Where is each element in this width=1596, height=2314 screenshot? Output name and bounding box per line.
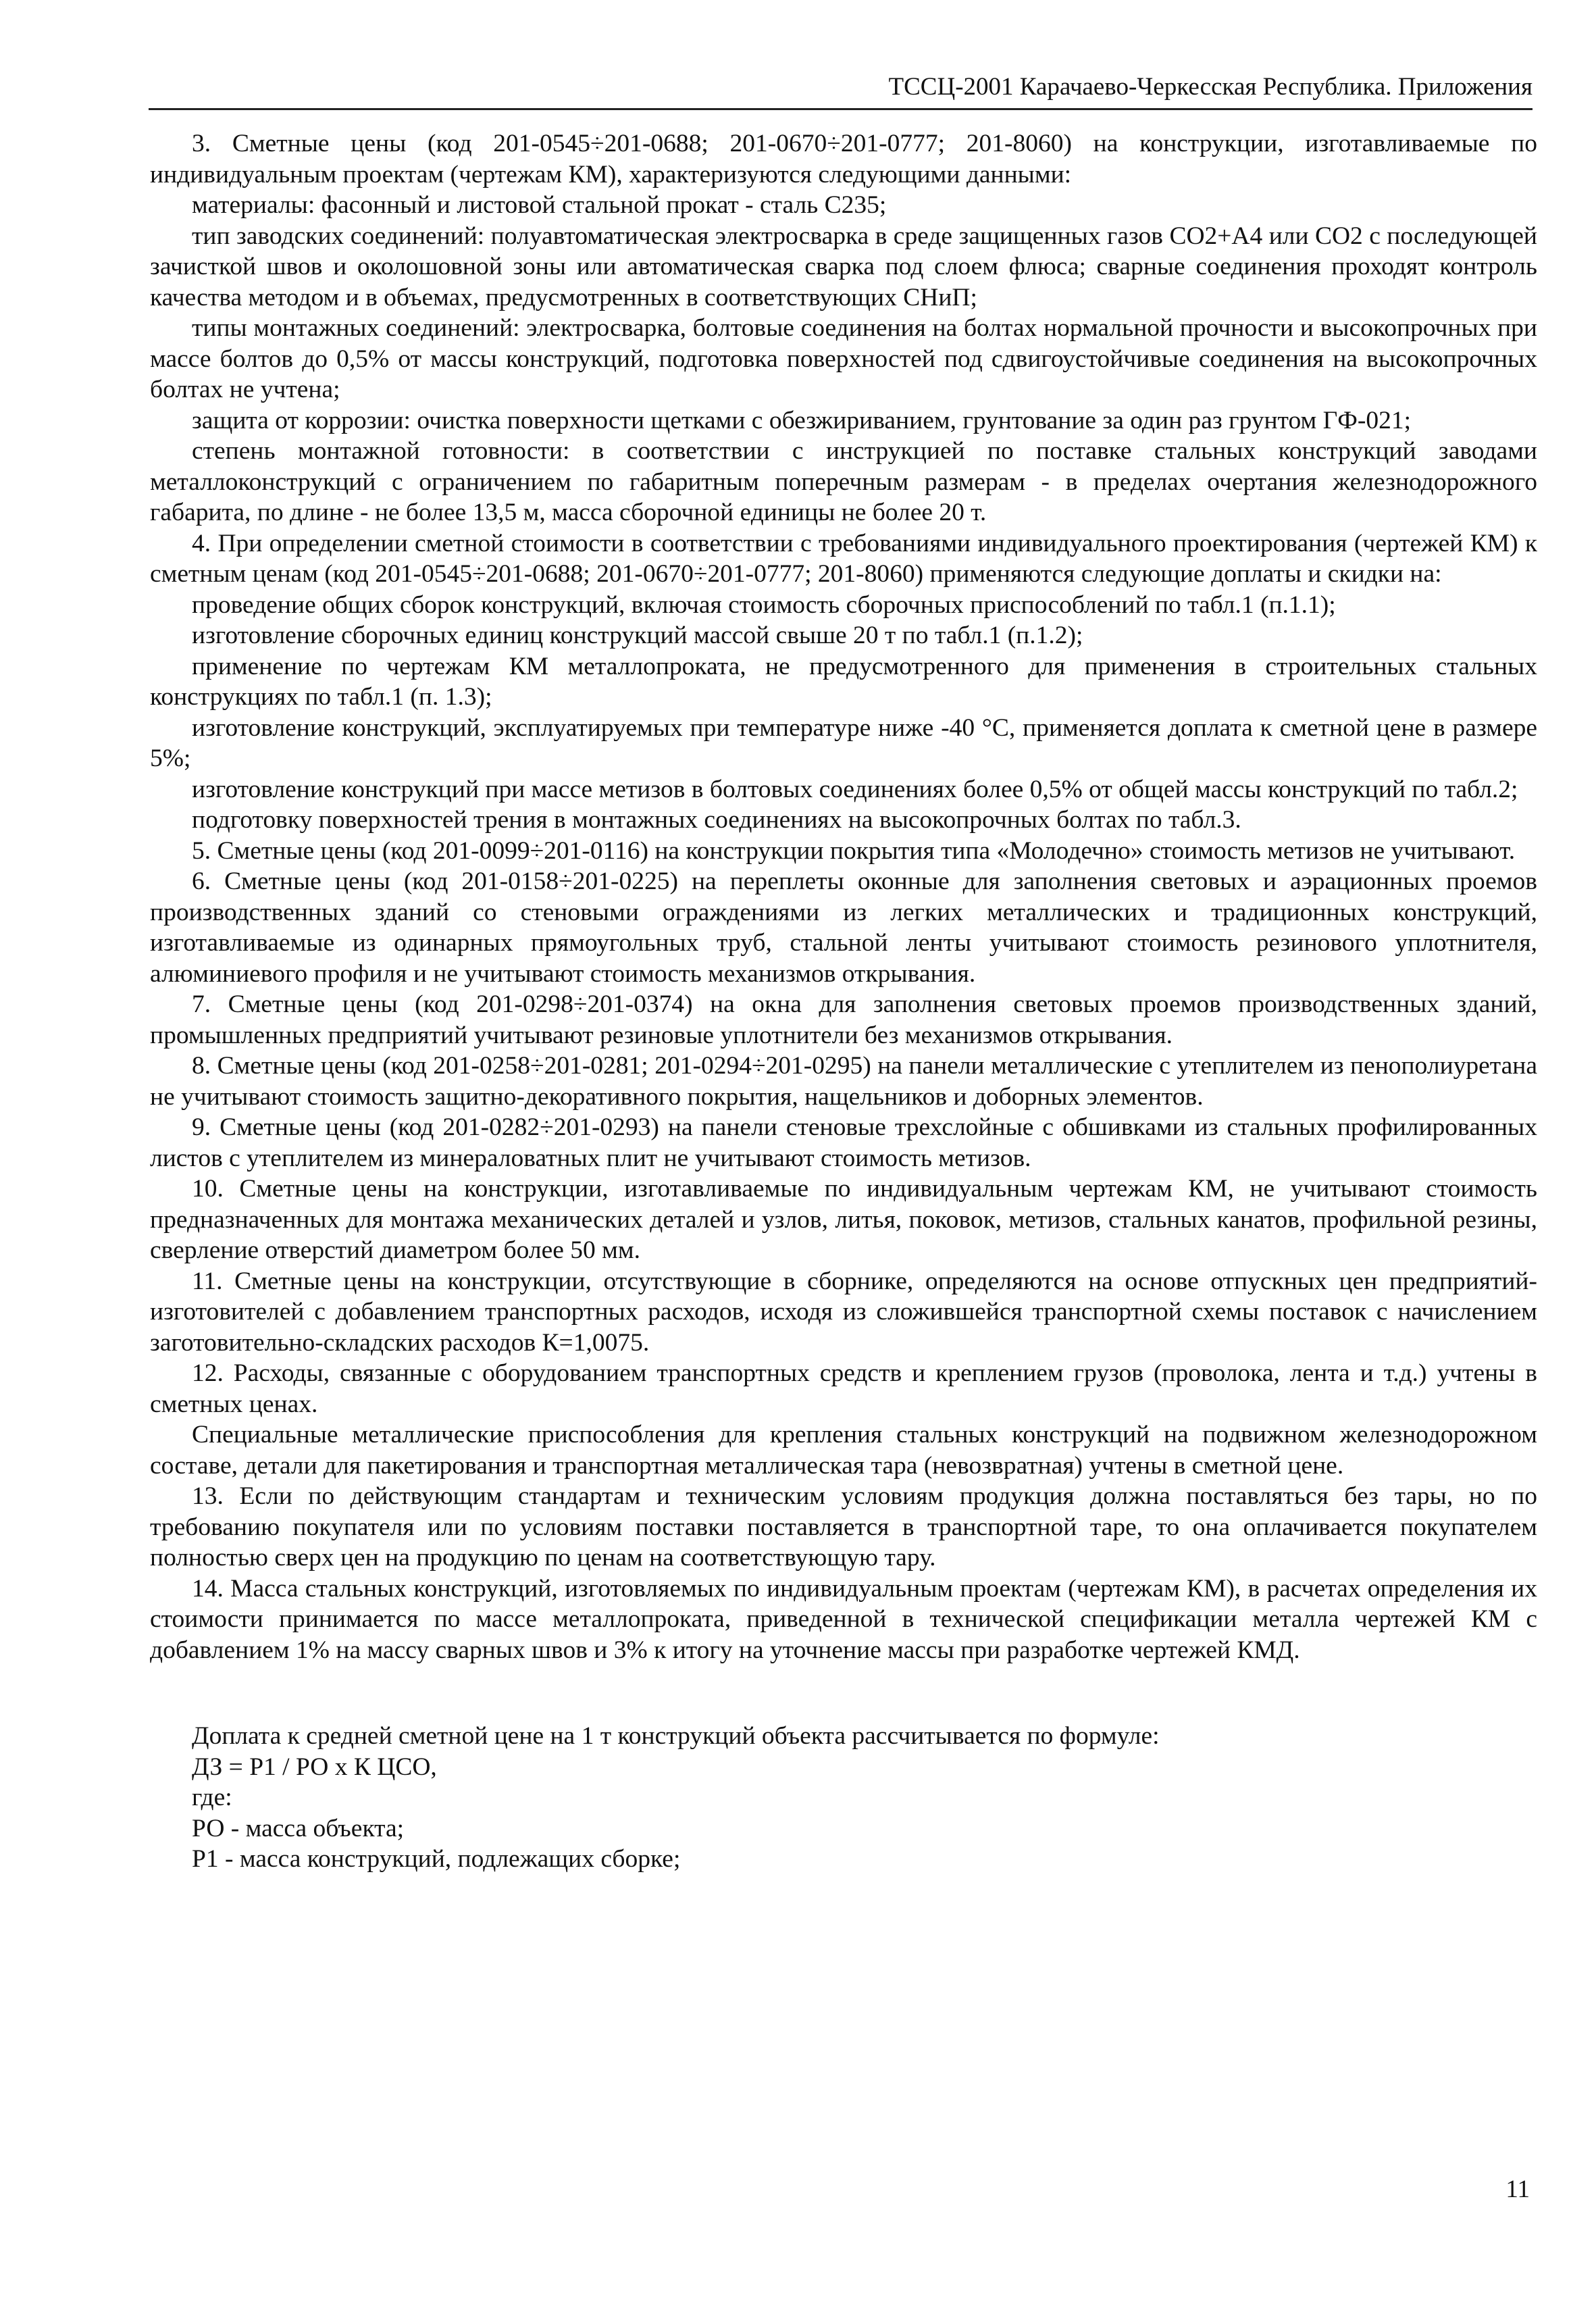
paragraph-low-temperature: изготовление конструкций, эксплуатируемых при температуре ниже -40 °С, применяется доплата к сметной цене в размере 5%; xyxy=(150,713,1537,772)
paragraph-readiness: степень монтажной готовности: в соответствии с инструкцией по поставке стальных конструкций заводами металлоконструкций с ограничением по габаритным поперечным размерам - в пределах очертания железнодорожного габарита, по длине - не более 13,5 м, масса сборочной единицы не более 20 т. xyxy=(150,437,1537,526)
page-number: 11 xyxy=(1505,2175,1530,2203)
formula-definition-ro: РО - масса объекта; xyxy=(192,1814,405,1842)
paragraph-7: 7. Сметные цены (код 201-0298÷201-0374) на окна для заполнения световых проемов производственных зданий, промышленных предприятий учитывают резиновые уплотнители без механизмов открывания. xyxy=(150,990,1537,1049)
paragraph-9: 9. Сметные цены (код 201-0282÷201-0293) на панели стеновые трехслойные с обшивками из стальных профилированных листов с утеплителем из минераловатных плит не учитывают стоимость метизов. xyxy=(150,1113,1537,1172)
paragraph-assembly-joints: типы монтажных соединений: электросварка, болтовые соединения на болтах нормальной прочности и высокопрочных при массе болтов до 0,5% от массы конструкций, подготовка поверхностей под сдвигоустойчивые соединения на высокопрочных болтах не учтена; xyxy=(150,314,1537,403)
paragraph-factory-joints: тип заводских соединений: полуавтоматическая электросварка в среде защищенных газов СО2+А4 или СО2 с последующей зачисткой швов и околошовной зоны или автоматическая сварка под слоем флюса; сварные соединения проходят контроль качества методом и в объемах, предусмотренных в соответствующих СНиП; xyxy=(150,222,1537,311)
paragraph-km-steel: применение по чертежам КМ металлопроката, не предусмотренного для применения в строительных стальных конструкциях по табл.1 (п. 1.3); xyxy=(150,652,1537,711)
paragraph-general-assembly: проведение общих сборок конструкций, включая стоимость сборочных приспособлений по табл.1 (п.1.1); xyxy=(192,590,1336,619)
paragraph-11: 11. Сметные цены на конструкции, отсутствующие в сборнике, определяются на основе отпускных цен предприятий-изготовителей с добавлением транспортных расходов, исходя из сложившейся транспортной схемы поставок с начислением заготовительно-складских расходов К=1,0075. xyxy=(150,1267,1537,1357)
formula-expression: ДЗ = Р1 / РО х К ЦСО, xyxy=(192,1753,437,1781)
paragraph-14: 14. Масса стальных конструкций, изготовляемых по индивидуальным проектам (чертежам КМ), в расчетах определения их стоимости принимается по массе металлопроката, приведенной в технической спецификации металла чертежей КМ с добавлением 1% на массу сварных швов и 3% к итогу на уточнение массы при разработке чертежей КМД. xyxy=(150,1574,1537,1664)
paragraph-special-fixtures: Специальные металлические приспособления для крепления стальных конструкций на подвижном железнодорожном составе, детали для пакетирования и транспортная металлическая тара (невозвратная) учтены в сметной цене. xyxy=(150,1421,1537,1480)
paragraph-4: 4. При определении сметной стоимости в соответствии с требованиями индивидуального проектирования (чертежей КМ) к сметным ценам (код 201-0545÷201-0688; 201-0670÷201-0777; 201-8060) применяются следующие доплаты и скидки на: xyxy=(150,529,1537,588)
page-header xyxy=(149,68,1533,110)
paragraph-bolt-mass: изготовление конструкций при массе метизов в болтовых соединениях более 0,5% от общей массы конструкций по табл.2; xyxy=(192,775,1518,803)
paragraph-8: 8. Сметные цены (код 201-0258÷201-0281; 201-0294÷201-0295) на панели металлические с утеплителем из пенополиуретана не учитывают стоимость защитно-декоративного покрытия, нащельников и доборных элементов. xyxy=(150,1052,1537,1111)
paragraph-assembly-units: изготовление сборочных единиц конструкций массой свыше 20 т по табл.1 (п.1.2); xyxy=(192,622,1083,649)
formula-intro: Доплата к средней сметной цене на 1 т конструкций объекта рассчитывается по формуле: xyxy=(192,1722,1160,1750)
formula-definition-p1: Р1 - масса конструкций, подлежащих сборке; xyxy=(192,1845,681,1873)
paragraph-materials: материалы: фасонный и листовой стальной прокат - сталь С235; xyxy=(192,191,887,219)
paragraph-friction-surfaces: подготовку поверхностей трения в монтажных соединениях на высокопрочных болтах по табл.3. xyxy=(192,806,1241,834)
paragraph-10: 10. Сметные цены на конструкции, изготавливаемые по индивидуальным чертежам КМ, не учитывают стоимость предназначенных для монтажа механических деталей и узлов, литья, поковок, метизов, стальных канатов, профильной резины, сверление отверстий диаметром более 50 мм. xyxy=(150,1175,1537,1264)
formula-where: где: xyxy=(192,1784,232,1811)
paragraph-corrosion: защита от коррозии: очистка поверхности щетками с обезжириванием, грунтование за один раз грунтом ГФ-021; xyxy=(192,406,1412,434)
paragraph-5: 5. Сметные цены (код 201-0099÷201-0116) на конструкции покрытия типа «Молодечно» стоимость метизов не учитывают. xyxy=(192,836,1516,865)
paragraph-12: 12. Расходы, связанные с оборудованием транспортных средств и креплением грузов (проволока, лента и т.д.) учтены в сметных ценах. xyxy=(150,1359,1537,1418)
header-title: ТССЦ-2001 Карачаево-Черкесская Республика. Приложения xyxy=(888,73,1533,101)
paragraph-3: 3. Сметные цены (код 201-0545÷201-0688; 201-0670÷201-0777; 201-8060) на конструкции, изготавливаемые по индивидуальным проектам (чертежам КМ), характеризуются следующими данными: xyxy=(150,130,1537,188)
paragraph-6: 6. Сметные цены (код 201-0158÷201-0225) на переплеты оконные для заполнения световых и аэрационных проемов производственных зданий со стеновыми ограждениями из легких металлических и традиционных конструкций, изготавливаемые из одинарных прямоугольных труб, стальной ленты учитывают стоимость резинового уплотнителя, алюминиевого профиля и не учитывают стоимость механизмов открывания. xyxy=(150,867,1537,988)
formula-block xyxy=(150,1721,1537,1875)
document-body xyxy=(150,128,1537,1875)
paragraph-13: 13. Если по действующим стандартам и техническим условиям продукция должна поставляться без тары, но по требованию покупателя или по условиям поставки поставляется в транспортной таре, то она оплачивается покупателем полностью сверх цен на продукцию по ценам на соответствующую тару. xyxy=(150,1482,1537,1571)
